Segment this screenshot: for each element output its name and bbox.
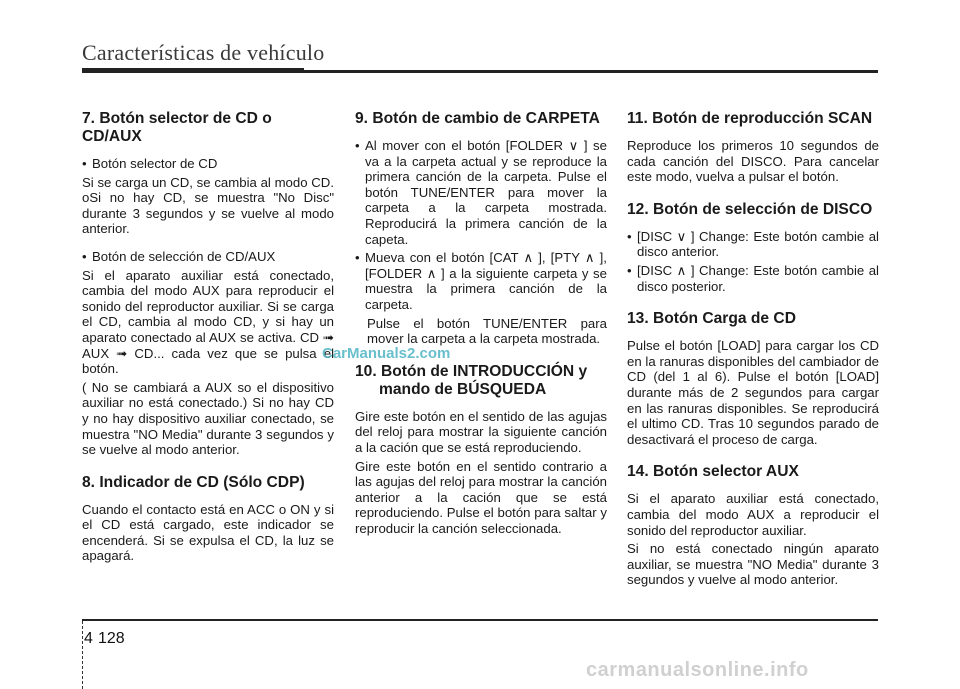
section-10-paragraph-2: Gire este botón en el sentido contrario a las agujas del reloj para mostrar la canción anterior a la cación que se está reproduciendo. Pulse el botón para saltar y reproducir la canción seleccionada.: [355, 458, 607, 536]
bullet-text: ] se va a la carpeta actual y se reproduce la primera canción de la carpeta. Pulse el botón TUNE/ENTER para mover la carpeta a la carpeta mostrada. Reproducirá la primera canción de la capeta.: [365, 138, 607, 247]
section-14-title: 14. Botón selector AUX: [627, 463, 799, 481]
section-14-paragraph-2: Si no está conectado ningún aparato auxiliar, se muestra "NO Media" durante 3 segundos y vuelve al modo anterior.: [627, 541, 879, 588]
section-10-paragraph-1: Gire este botón en el sentido de las agujas del reloj para mostrar la siguiente canción a la cación que se está reproduciendo.: [355, 408, 607, 455]
bullet-text: [DISC: [637, 228, 673, 244]
footer-rule: [82, 619, 878, 621]
bullet-disc-up: [627, 263, 879, 294]
chevron-up-icon: ∧: [584, 250, 595, 266]
section-7-paragraph-2: Si el aparato auxiliar está conectado, cambia del modo AUX para reproducir el sonido del reproductor auxiliar. Si se carga el CD, cambia al modo CD, y si hay un aparato conectado al AUX se activa. CD ➟ AUX ➟ CD... cada vez que se pulsa el botón.: [82, 267, 334, 377]
section-8-title: 8. Indicador de CD (Sólo CDP): [82, 473, 305, 491]
bullet-folder-up: [355, 250, 607, 312]
section-7-title: 7. Botón selector de CD o CD/AUX: [82, 110, 272, 145]
section-9-paragraph-1: Pulse el botón TUNE/ENTER para mover la carpeta a la carpeta mostrada.: [367, 315, 607, 347]
section-14-paragraph-1: Si el aparato auxiliar está conectado, cambia del modo AUX a reproducir el sonido del reproductor auxiliar.: [627, 491, 879, 538]
bullet-folder-down: [355, 138, 607, 247]
bullet-text: ], [FOLDER: [365, 250, 607, 281]
section-12-title: 12. Botón de selección de DISCO: [627, 200, 873, 218]
section-11-title: 11. Botón de reproducción SCAN: [627, 110, 873, 127]
section-7-paragraph-1: Si se carga un CD, se cambia al modo CD. oSi no hay CD, se muestra "No Disc" durante 3 segundos y se vuelve al modo anterior.: [82, 174, 334, 237]
section-10-title: 10. Botón de INTRODUCCIÓN y mando de BÚSQUEDA: [355, 362, 588, 398]
header-rule-accent: [82, 68, 304, 73]
bullet-text: ] Change: Este botón cambie al disco anterior.: [637, 228, 879, 260]
bullet-text: ] a la siguiente carpeta y se muestra la primera canción de la carpeta.: [365, 265, 607, 312]
section-9-title: 9. Botón de cambio de CARPETA: [355, 110, 600, 127]
bullet-cd-selector: [82, 156, 334, 172]
chevron-up-icon: ∧: [523, 250, 534, 266]
chevron-down-icon: ∨: [568, 138, 579, 153]
section-7-paragraph-3: ( No se cambiará a AUX so el dispositivo auxiliar no está conectado.) Si no hay CD y no hay dispositivo auxiliar conectado, se muestra "NO Media" durante 3 segundos y se vuelve al modo anterior.: [82, 379, 334, 458]
column-1: [82, 110, 334, 567]
bullet-text: Botón selector de CD: [92, 156, 218, 171]
bullet-text: Mueva con el botón [CAT: [365, 250, 519, 266]
chevron-down-icon: ∨: [676, 228, 687, 244]
column-2: [355, 110, 607, 539]
section-13-title: 13. Botón Carga de CD: [627, 310, 796, 328]
column-3: [627, 110, 879, 591]
section-8-paragraph-1: Cuando el contacto está en ACC o ON y si el CD está cargado, este indicador se encenderá. Si se expulsa el CD, la luz se apagará.: [82, 501, 334, 564]
bullet-cd-aux-selector: [82, 249, 334, 265]
chevron-up-icon: ∧: [676, 262, 687, 278]
section-number: 4: [84, 630, 93, 647]
bullet-text: ], [PTY: [538, 250, 580, 266]
bullet-text: ] Change: Este botón cambie al disco posterior.: [637, 262, 879, 294]
bullet-text: [DISC: [637, 262, 673, 278]
section-11-paragraph-1: Reproduce los primeros 10 segundos de cada canción del DISCO. Para cancelar este modo, vuelva a pulsar el botón.: [627, 138, 879, 185]
chevron-up-icon: ∧: [426, 265, 437, 281]
bullet-text: Botón de selección de CD/AUX: [92, 248, 276, 264]
watermark-bottom: carmanualsonline.info: [586, 659, 809, 681]
bullet-disc-down: [627, 229, 879, 260]
watermark-top: CarManuals2.com: [322, 345, 451, 362]
bullet-text: Al mover con el botón [FOLDER: [365, 138, 563, 153]
section-13-paragraph-1: Pulse el botón [LOAD] para cargar los CD en la ranuras disponibles del cambiador de CD (del 1 al 6). Pulse el botón [LOAD] durante más de 2 segundos para cargar en las ranuras disponibles. Se reproducirá el ultimo CD. Tras 10 segundos parado de desactivará el proceso de carga.: [627, 338, 879, 447]
page-header-title: Características de vehículo: [82, 40, 325, 65]
page-number: 128: [98, 630, 125, 647]
